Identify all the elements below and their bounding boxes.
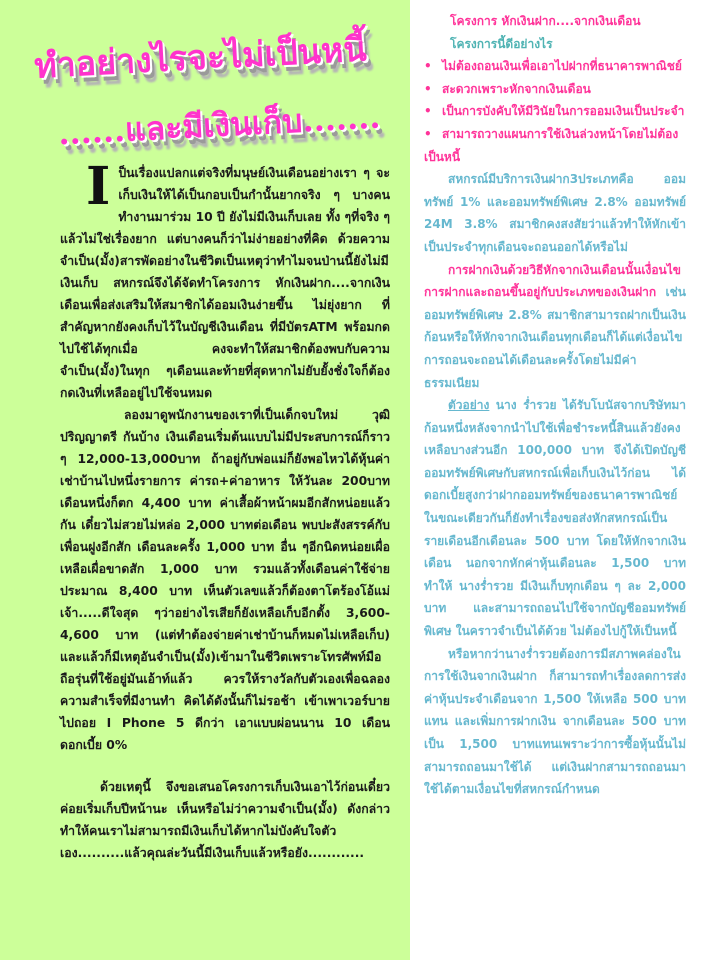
right-article <box>424 10 686 801</box>
title-line-2: ......และมีเงินเก็บ....... <box>57 97 382 153</box>
bullet-item: • สะดวกเพราะหักจากเงินเดือน <box>424 78 686 101</box>
right-paragraph-3: ตัวอย่าง นาง ร่ำรวย ได้รับโบนัสจากบริษัทมาก้อนหนึ่งหลังจากนำไปใช้เพื่อชำระหนี้สินแล้วยังคงเหลือบางส่วนอีก 100,000 บาท จึงได้เปิดบัญชีออมทรัพย์พิเศษกับสหกรณ์เพื่อเก็บเงินไว้ก่อน ได้ดอกเบี้ยสูงกว่าฝากออมทรัพย์ของธนาคารพาณิชย์ ในขณะเดียวกันก็ยังทำเรื่องขอส่งหักสหกรณ์เป็นรายเดือนอีกเดือนละ 500 บาท โดยให้หักจากเงินเดือน นอกจากหักค่าหุ้นเดือนละ 1,500 บาท ทำให้ นางร่ำรวย มีเงินเก็บทุกเดือน ๆ ละ 2,000 บาท และสามารถถอนไปใช้จากบัญชีออมทรัพย์พิเศษ ในคราวจำเป็นได้ด้วย ไม่ต้องไปกู้ให้เป็นหนี้ <box>424 398 686 639</box>
bullet-item: • สามารถวางแผนการใช้เงินล่วงหน้าโดยไม่ต้องเป็นหนี้ <box>424 123 686 168</box>
project-heading: โครงการ หักเงินฝาก....จากเงินเดือน <box>450 14 641 28</box>
bullet-icon: • <box>424 81 432 96</box>
bullet-item: • ไม่ต้องถอนเงินเพื่อเอาไปฝากที่ธนาคารพาณิชย์ <box>424 55 686 78</box>
right-paragraph-1: สหกรณ์มีบริการเงินฝาก3ประเภทคือ ออมทรัพย์ 1% และออมทรัพย์พิเศษ 2.8% ออมทรัพย์ 24M 3.8% สมาชิกคงสงสัยว่าแล้วทำให้หักเข้าเป็นประจำทุกเดือนจะถอนออกได้หรือไม่ <box>424 172 686 254</box>
bullet-icon: • <box>424 104 432 119</box>
left-paragraph-3: ด้วยเหตุนี้ จึงขอเสนอโครงการเก็บเงินเอาไว้ก่อนเดี๋ยวค่อยเริ่มเก็บปีหน้านะ เห็นหรือไม่ว่าความจำเป็น(มั้ง) ดังกล่าวทำให้คนเราไม่สามารถมีเงินเก็บได้หากไม่บังคับใจตัวเอง..........แล้วคุณล่ะวันนี้มีเงินเก็บแล้วหรือยัง............ <box>60 780 390 860</box>
bullet-item: • เป็นการบังคับให้มีวินัยในการออมเงินเป็นประจำ <box>424 100 686 123</box>
left-paragraph-2: ลองมาดูพนักงานของเราที่เป็นเด็กจบใหม่ วุฒิปริญญาตรี กันบ้าง เงินเดือนเริ่มต้นแบบไม่มีประสบการณ์ก็ราว ๆ 12,000-13,000บาท ถ้าอยู่กับพ่อแม่ก็ยังพอไหวได้หุ้นค่าเช่าบ้านไปหนึ่งรายการ ค่ารถ+ค่าอาหาร ให้วันละ 200บาท เดือนหนึ่งก็ตก 4,400 บาท ค่าเสื้อผ้าหน้าผมอีกสักหน่อยแล้วกัน เดี๋ยวไม่สวยไม่หล่อ 2,000 บาทต่อเดือน พบปะสังสรรค์กับเพื่อนฝูงอีกสัก เดือนละครั้ง 1,000 บาท อื่น ๆอีกนิดหน่อยเผื่อเหลือเผื่อขาดสัก 1,000 บาท รวมแล้วทั้งเดือนค่าใช้จ่ายประมาณ 8,400 บาท เห็นตัวเลขแล้วก็ต้องตาโตร้องโอ้แม่เจ้า.....ดีใจสุด ๆว่าอย่างไรเสียก็ยังเหลือเก็บอีกตั้ง 3,600-4,600 บาท (แต่ทำต้องจ่ายค่าเช่าบ้านก็หมดไม่เหลือเก็บ) และแล้วก็มีเหตุอันจำเป็น(มั้ง)เข้ามาในชีวิตเพราะโทรศัพท์มือถือรุ่นที่ใช้อยู่มันเอ้าท์แล้ว ควรให้รางวัลกับตัวเองเพื่อฉลองความสำเร็จที่มีงานทำ คิดได้ดังนั้นก็ไม่รอช้า เข้าเพาเวอร์บายไปถอย I Phone 5 ดีกว่า เอาแบบผ่อนนาน 10 เดือน ดอกเบี้ย 0% <box>60 408 390 752</box>
bullet-icon: • <box>424 59 432 74</box>
right-paragraph-2-lead: การฝากเงินด้วยวิธีหักจากเงินเดือนนั้นเงื่อนไขการฝากและถอนขึ้นอยู่กับประเภทของเงินฝาก <box>424 262 681 300</box>
left-article <box>60 156 390 864</box>
drop-cap: I <box>86 156 111 217</box>
left-paragraph-1-text: ป็นเรื่องแปลกแต่จริงที่มนุษย์เงินเดือนอย่างเรา ๆ จะเก็บเงินให้ได้เป็นกอบเป็นกำนั้นยากจริง ๆ บางคนทำงานมาร่วม 10 ปี ยังไม่มีเงินเก็บเลย ทั้ง ๆที่จริง ๆแล้วไม่ใช่เรื่องยาก แต่บางคนก็ว่าไม่ง่ายอย่างที่คิด ด้วยความจำเป็น(มั้ง)สารพัดอย่างในชีวิตเป็นเหตุว่าทำไมจนป่านนี้ยังไม่มีเงินเก็บ สหกรณ์จึงได้จัดทำโครงการ หักเงินฝาก....จากเงินเดือนเพื่อส่งเสริมให้สมาชิกได้ออมเงินง่ายขึ้น ไม่ยุ่งยาก ที่สำคัญหากยังคงเก็บไว้ในบัญชีเงินเดือน ที่มีบัตรATM พร้อมกดไปใช้ได้ทุกเมื่อ คงจะทำให้สมาชิกต้องพบกับความจำเป็น(มั้ง)ในทุก ๆเดือนและท้ายที่สุดหากไม่ยับยั้งชั่งใจก็ต้องกดเงินที่เหลืออยู่ไปใช้จนหมด <box>60 166 390 400</box>
bullet-icon: • <box>424 126 432 141</box>
example-label: ตัวอย่าง <box>448 398 490 413</box>
right-paragraph-4: หรือหากว่านางร่ำรวยต้องการมีสภาพคล่องในการใช้เงินจากเงินฝาก ก็สามารถทำเรื่องลดการส่งค่าหุ้นประจำเดือนจาก 1,500 ให้เหลือ 500 บาทแทน และเพิ่มการฝากเงิน จากเดือนละ 500 บาทเป็น 1,500 บาทแทนเพราะว่าการซื้อหุ้นนั้นไม่สามารถถอนมาใช้ได้ แต่เงินฝากสามารถถอนมาใช้ได้ตามเงื่อนไขที่สหกรณ์กำหนด <box>424 646 686 797</box>
left-paragraph-1 <box>60 156 390 404</box>
right-paragraph-2: การฝากเงินด้วยวิธีหักจากเงินเดือนนั้นเงื่อนไขการฝากและถอนขึ้นอยู่กับประเภทของเงินฝาก เช่น ออมทรัพย์พิเศษ 2.8% สมาชิกสามารถฝากเป็นเงินก้อนหรือให้หักจากเงินเดือนทุกเดือนก็ได้แต่เงื่อนไขการถอนจะถอนได้เดือนละครั้งโดยไม่มีค่าธรรมเนียม <box>424 262 686 390</box>
title-line-1: ทำอย่างไรจะไม่เป็นหนี้ <box>33 29 368 87</box>
project-subheading: โครงการนี้ดีอย่างไร <box>450 36 553 51</box>
